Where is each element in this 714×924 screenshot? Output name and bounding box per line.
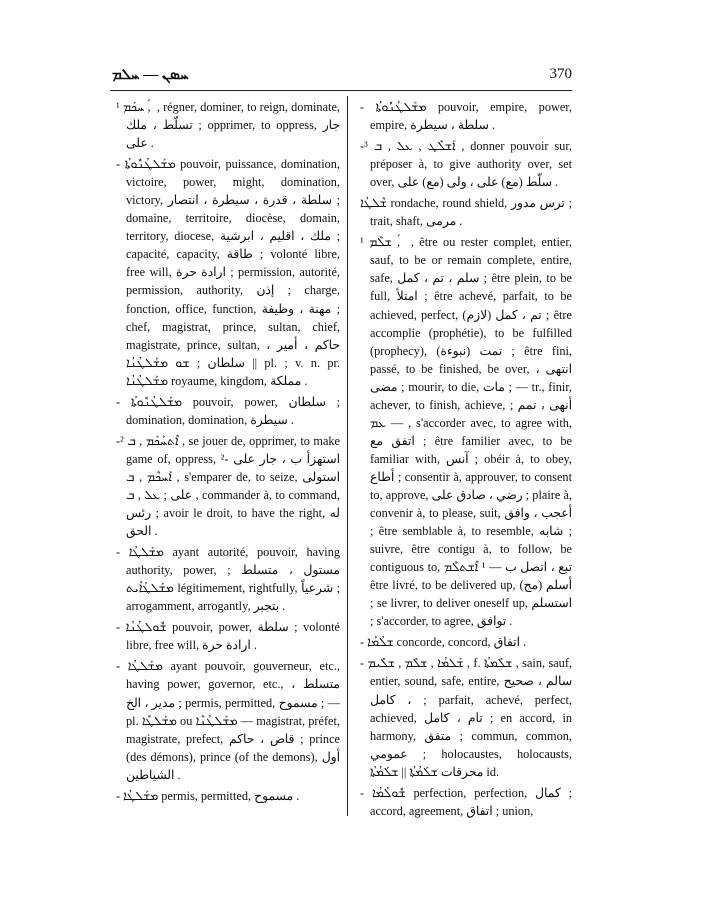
dictionary-entry: - ܡܫܰܠܛܳܢܽܘܬܳܐ pouvoir, empire, power, empire, سلطة ، سيطرة .	[360, 100, 572, 133]
dictionary-entry: ܫܶܠܛܳܐ rondache, round shield, ترس مدور ; trait, shaft, مرمى .	[360, 196, 573, 229]
header-rule	[110, 90, 572, 91]
running-header	[112, 66, 572, 88]
dictionary-entry: ¹ ܚܟܰܡ , ́ , régner, dominer, to reign, dominate, تسلّط ، ملك ; opprimer, to oppress, جار على .	[116, 100, 340, 151]
dictionary-entry: - ܡܫܰܠܛܳܢܽܘܬܳܐ pouvoir, puissance, domination, victoire, power, might, domination, victory, سلطة ، قدرة ، سيطرة ، انتصار ; domaine, territoire, diocèse, domain, territory, diocese, ملك ، اقليم ، ابرشية ; capacité, capacity, طاقة ; volonté libre, free will, ارادة حرة ; permission, autorité, permission, authority, إذن ; charge, fonction, office, function, مهنة ، وظيفة ; chef, magistrat, prince, sultan, chief, magistrate, prince, sultan, حاكم ، أمير ، سلطان ; ܫܘ ܡܫܰܠܛܳܢܳܐ || pl. ; v. n. pr. ܡܫܰܠܛܳܢܳܐ royaume, kingdom, مملكة .	[116, 157, 341, 388]
dictionary-entry: ¹ ܫܠܶܡ , ́ , être ou rester complet, entier, sauf, to be or remain complete, entire, safe, سلم ، تم ، كمل ; être plein, to be full, امتلأ ; être achevé, parfait, to be achieved, perfect, تم ، كمل (لازم) ; être accomplie (prophétie), to be fulfilled (prophecy), تمت (نبوءة) ; être fini, passé, to be finished, be over, انتهى ، مضى ; mourir, to die, مات ; — tr., finir, achever, to finish, achieve, أنهى ، تمم ; — ܥܡ , s'accorder avec, to agree with, اتفق مع ; être familier avec, to be familiar with, آنس ; obéir à, to obey, أطاع ; consentir à, approuver, to consent to, approve, رضي ، صادق على ; plaire à, convenir à, to please, suit, أعجب ، وافق ; être semblable à, to resemble, شابه ; suivre, être contigu à, to follow, be contiguous to, تبع ، اتصل ب — ¹ ܐܶܫܬܠܶܡ être livré, to be delivered up, أسلم (مج) ; se livrer, to deliver oneself up, استسلم ; s'accorder, to agree, توافق .	[360, 235, 573, 629]
dictionary-entry: - ܫܠܳܡܳܐ concorde, concord, اتفاق .	[360, 635, 527, 650]
page-number: 370	[549, 66, 572, 82]
dictionary-entry: - ܡܫܰܠܛܳܐ ayant autorité, pouvoir, having authority, power, مستول ، متسلط ; ܡܫܰܠܛܳܐܺܝܬ légitimement, rightfully, شرعياً ; arrogamment, arrogantly, بتجبر .	[116, 545, 340, 614]
dictionary-entry: - ܫܽܘܠܳܡܳܐ perfection, perfection, كمال ; accord, agreement, اتفاق ; union,	[360, 785, 572, 818]
running-head-syriac: ܚܣܢ — ܚܠܡ	[112, 67, 189, 83]
right-column	[360, 98, 572, 823]
left-column	[116, 98, 340, 808]
dictionary-entry: - ܫܰܠܡܳܐ , ܫܠܺܡ , ܫܠܺܝܡ , f. ܫܠܺܡܬܳܐ , sain, sauf, entier, sound, safe, entire, سالم ، صحيح ، كامل ; parfait, achevé, perfect, achieved, تام ، كامل ; en accord, in harmony, متفق ; commun, common, عمومي ; holocaustes, holocausts, محرقات ܫܠܰܡܳܬܳܐ || ܫܠܰܡܳܬܳܐ id.	[360, 656, 573, 779]
dictionary-entry: - ܫܽܘܠܛܳܢܳܐ pouvoir, power, سلطة ; volonté libre, free will, ارادة حرة .	[116, 620, 341, 653]
dictionary-entry: -³ ܐܰܫܠܶܛ , ܥܠ , ܒ , donner pouvoir sur, préposer à, to give authority over, set over, سلّط (مع) على ، ولى (مع) على .	[360, 139, 573, 190]
dictionary-entry: -² ܐܶܬܚܰܟܰܡ , ܒ , se jouer de, opprimer, to make game of, oppress, استهزأ ب ، جار على -² ܐܰܚܟܶܡ , ܒ , s'emparer de, to seize, استولى على ; ܥܠ , ܒ , commander à, to command, رئس ; avoir le droit, to have the right, له الحق .	[116, 433, 341, 539]
column-divider	[347, 96, 348, 816]
dictionary-entry: - ܡܫܰܠܛܳܐ ayant pouvoir, gouverneur, etc., having power, governor, etc., متسلط ، مدير ، الخ ; permis, permitted, مسموح ; — pl. ܡܫܰܠܛܶܐ ou ܡܫܰܠܛܳܢܶܐ — magistrat, préfet, magistrate, prefect, قاض ، حاكم ; prince (des démons), prince (of the demons), أول الشياطين .	[116, 659, 341, 782]
dictionary-entry: - ܡܫܰܠܛܳܐ permis, permitted, مسموح .	[116, 788, 300, 803]
dictionary-entry: - ܡܫܰܠܛܳܢܽܘܬܳܐ pouvoir, power, سلطان ; domination, domination, سيطرة .	[116, 394, 340, 427]
